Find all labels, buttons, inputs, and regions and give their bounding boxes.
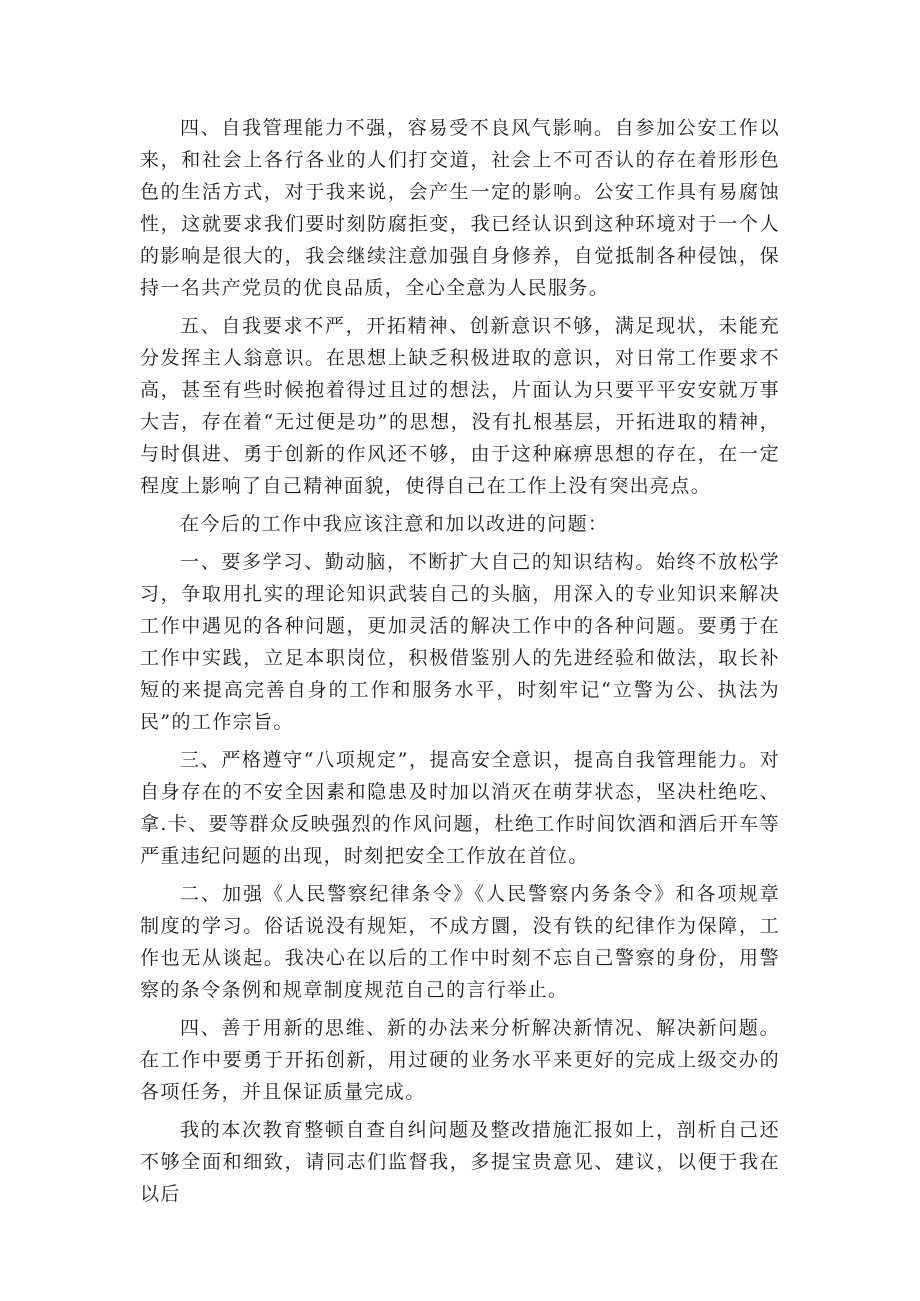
- paragraph-discipline-regulations: 二、加强《人民警察纪律条令》《人民警察内务条令》和各项规章制度的学习。俗话说没有规矩，不成方圜，没有铁的纪律作为保障，工作也无从谈起。我决心在以后的工作中时刻不忘自己警察的身份，用警察的条令条例和规章制度规范自己的言行举止。: [140, 883, 780, 1001]
- paragraph-self-requirement: 五、自我要求不严，开拓精神、创新意识不够，满足现状，未能充分发挥主人翁意识。在思想上缺乏积极进取的意识，对日常工作要求不高，甚至有些时候抱着得过且过的想法，片面认为只要平平安安就万事大吉，存在着“无过便是功”的思想，没有扎根基层，开拓进取的精神，与时俱进、勇于创新的作风还不够，由于这种麻痹思想的存在，在一定程度上影响了自己精神面貌，使得自己在工作上没有突出亮点。: [140, 315, 780, 497]
- document-body: [140, 112, 780, 1210]
- paragraph-conclusion: 我的本次教育整顿自查自纠问题及整改措施汇报如上，剖析自己还不够全面和细致，请同志们监督我，多提宝贵意见、建议，以便于我在以后: [140, 1119, 780, 1205]
- paragraph-improvement-intro: 在今后的工作中我应该注意和加以改进的问题：: [180, 513, 609, 535]
- paragraph-new-thinking: 四、善于用新的思维、新的办法来分析解决新情况、解决新问题。在工作中要勇于开拓创新，用过硬的业务水平来更好的完成上级交办的各项任务，并且保证质量完成。: [140, 1017, 780, 1103]
- paragraph-learning: 一、要多学习、勤动脑，不断扩大自己的知识结构。始终不放松学习，争取用扎实的理论知识武装自己的头脑，用深入的专业知识来解决工作中遇见的各种问题，更加灵活的解决工作中的各种问题。要勇于在工作中实践，立足本职岗位，积极借鉴别人的先进经验和做法，取长补短的来提高完善自身的工作和服务水平，时刻牢记“立警为公、执法为民”的工作宗旨。: [140, 551, 780, 733]
- paragraph-self-management: 四、自我管理能力不强，容易受不良风气影响。自参加公安工作以来，和社会上各行各业的人们打交道，社会上不可否认的存在着形形色色的生活方式，对于我来说，会产生一定的影响。公安工作具有易腐蚀性，这就要求我们要时刻防腐拒变，我已经认识到这种环境对于一个人的影响是很大的，我会继续注意加强自身修养，自觉抵制各种侵蚀，保持一名共产党员的优良品质，全心全意为人民服务。: [140, 117, 780, 299]
- paragraph-eight-rules: 三、严格遵守“八项规定”，提高安全意识，提高自我管理能力。对自身存在的不安全因素和隐患及时加以消灭在萌芽状态，坚决杜绝吃、拿.卡、要等群众反映强烈的作风问题，杜绝工作时间饮酒和酒后开车等严重违纪问题的出现，时刻把安全工作放在首位。: [140, 749, 780, 867]
